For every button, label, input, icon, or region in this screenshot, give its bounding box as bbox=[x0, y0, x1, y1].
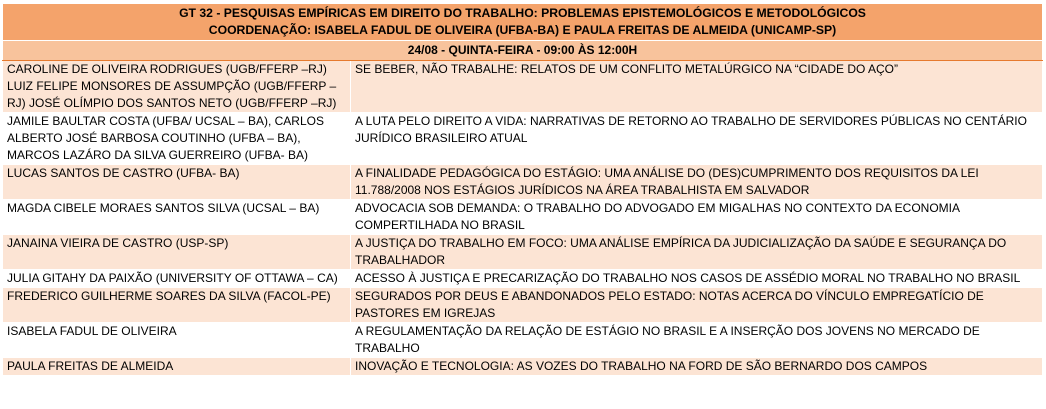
table-row bbox=[3, 288, 1043, 323]
authors-cell: ISABELA FADUL DE OLIVEIRA bbox=[3, 323, 351, 358]
authors-cell: CAROLINE DE OLIVEIRA RODRIGUES (UGB/FFERP –RJ) LUIZ FELIPE MONSORES DE ASSUMPÇÃO (UGB/FFERP – RJ) JOSÉ OLÍMPIO DOS SANTOS NETO (UGB/FFERP –RJ) bbox=[3, 61, 351, 113]
presentation-list bbox=[3, 61, 1043, 376]
session-date: 24/08 - QUINTA-FEIRA - 09:00 ÀS 12:00H bbox=[3, 41, 1043, 61]
table-row bbox=[3, 235, 1043, 270]
table-row bbox=[3, 61, 1043, 113]
table-row bbox=[3, 200, 1043, 235]
paper-title-cell: A FINALIDADE PEDAGÓGICA DO ESTÁGIO: UMA ANÁLISE DO (DES)CUMPRIMENTO DOS REQUISITOS DA LEI 11.788/2008 NOS ESTÁGIOS JURÍDICOS NA ÁREA TRABALHISTA EM SALVADOR bbox=[351, 165, 1043, 200]
authors-cell: PAULA FREITAS DE ALMEIDA bbox=[3, 358, 351, 376]
paper-title-cell: ADVOCACIA SOB DEMANDA: O TRABALHO DO ADVOGADO EM MIGALHAS NO CONTEXTO DA ECONOMIA COMPERTILHADA NO BRASIL bbox=[351, 200, 1043, 235]
table-row bbox=[3, 113, 1043, 165]
table-row bbox=[3, 270, 1043, 288]
paper-title-cell: A JUSTIÇA DO TRABALHO EM FOCO: UMA ANÁLISE EMPÍRICA DA JUDICIALIZAÇÃO DA SAÚDE E SEGURANÇA DO TRABALHADOR bbox=[351, 235, 1043, 270]
authors-cell: MAGDA CIBELE MORAES SANTOS SILVA (UCSAL – BA) bbox=[3, 200, 351, 235]
schedule-table bbox=[2, 3, 1043, 376]
paper-title-cell: A LUTA PELO DIREITO A VIDA: NARRATIVAS DE RETORNO AO TRABALHO DE SERVIDORES PÚBLICAS NO CENTÁRIO JURÍDICO BRASILEIRO ATUAL bbox=[351, 113, 1043, 165]
paper-title-cell: SE BEBER, NÃO TRABALHE: RELATOS DE UM CONFLITO METALÚRGICO NA “CIDADE DO AÇO” bbox=[351, 61, 1043, 113]
authors-cell: JAMILE BAULTAR COSTA (UFBA/ UCSAL – BA), CARLOS ALBERTO JOSÉ BARBOSA COUTINHO (UFBA – BA), MARCOS LAZÁRO DA SILVA GUERREIRO (UFBA- BA) bbox=[3, 113, 351, 165]
paper-title-cell: ACESSO À JUSTIÇA E PRECARIZAÇÃO DO TRABALHO NOS CASOS DE ASSÉDIO MORAL NO TRABALHO NO BRASIL bbox=[351, 270, 1043, 288]
group-title: GT 32 - PESQUISAS EMPÍRICAS EM DIREITO DO TRABALHO: PROBLEMAS EPISTEMOLÓGICOS E METODOLÓGICOS bbox=[179, 6, 866, 20]
title-row bbox=[3, 4, 1043, 41]
paper-title-cell: A REGULAMENTAÇÃO DA RELAÇÃO DE ESTÁGIO NO BRASIL E A INSERÇÃO DOS JOVENS NO MERCADO DE TRABALHO bbox=[351, 323, 1043, 358]
table-row bbox=[3, 358, 1043, 376]
authors-cell: FREDERICO GUILHERME SOARES DA SILVA (FACOL-PE) bbox=[3, 288, 351, 323]
table-row bbox=[3, 165, 1043, 200]
table-row bbox=[3, 323, 1043, 358]
authors-cell: JANAINA VIEIRA DE CASTRO (USP-SP) bbox=[3, 235, 351, 270]
session-row bbox=[3, 41, 1043, 61]
title-cell bbox=[3, 4, 1043, 41]
paper-title-cell: INOVAÇÃO E TECNOLOGIA: AS VOZES DO TRABALHO NA FORD DE SÃO BERNARDO DOS CAMPOS bbox=[351, 358, 1043, 376]
paper-title-cell: SEGURADOS POR DEUS E ABANDONADOS PELO ESTADO: NOTAS ACERCA DO VÍNCULO EMPREGATÍCIO DE PASTORES EM IGREJAS bbox=[351, 288, 1043, 323]
authors-cell: LUCAS SANTOS DE CASTRO (UFBA- BA) bbox=[3, 165, 351, 200]
authors-cell: JULIA GITAHY DA PAIXÃO (UNIVERSITY OF OTTAWA – CA) bbox=[3, 270, 351, 288]
coordination: COORDENAÇÃO: ISABELA FADUL DE OLIVEIRA (UFBA-BA) E PAULA FREITAS DE ALMEIDA (UNICAMP-SP) bbox=[208, 23, 837, 37]
session-schedule bbox=[2, 3, 1042, 376]
